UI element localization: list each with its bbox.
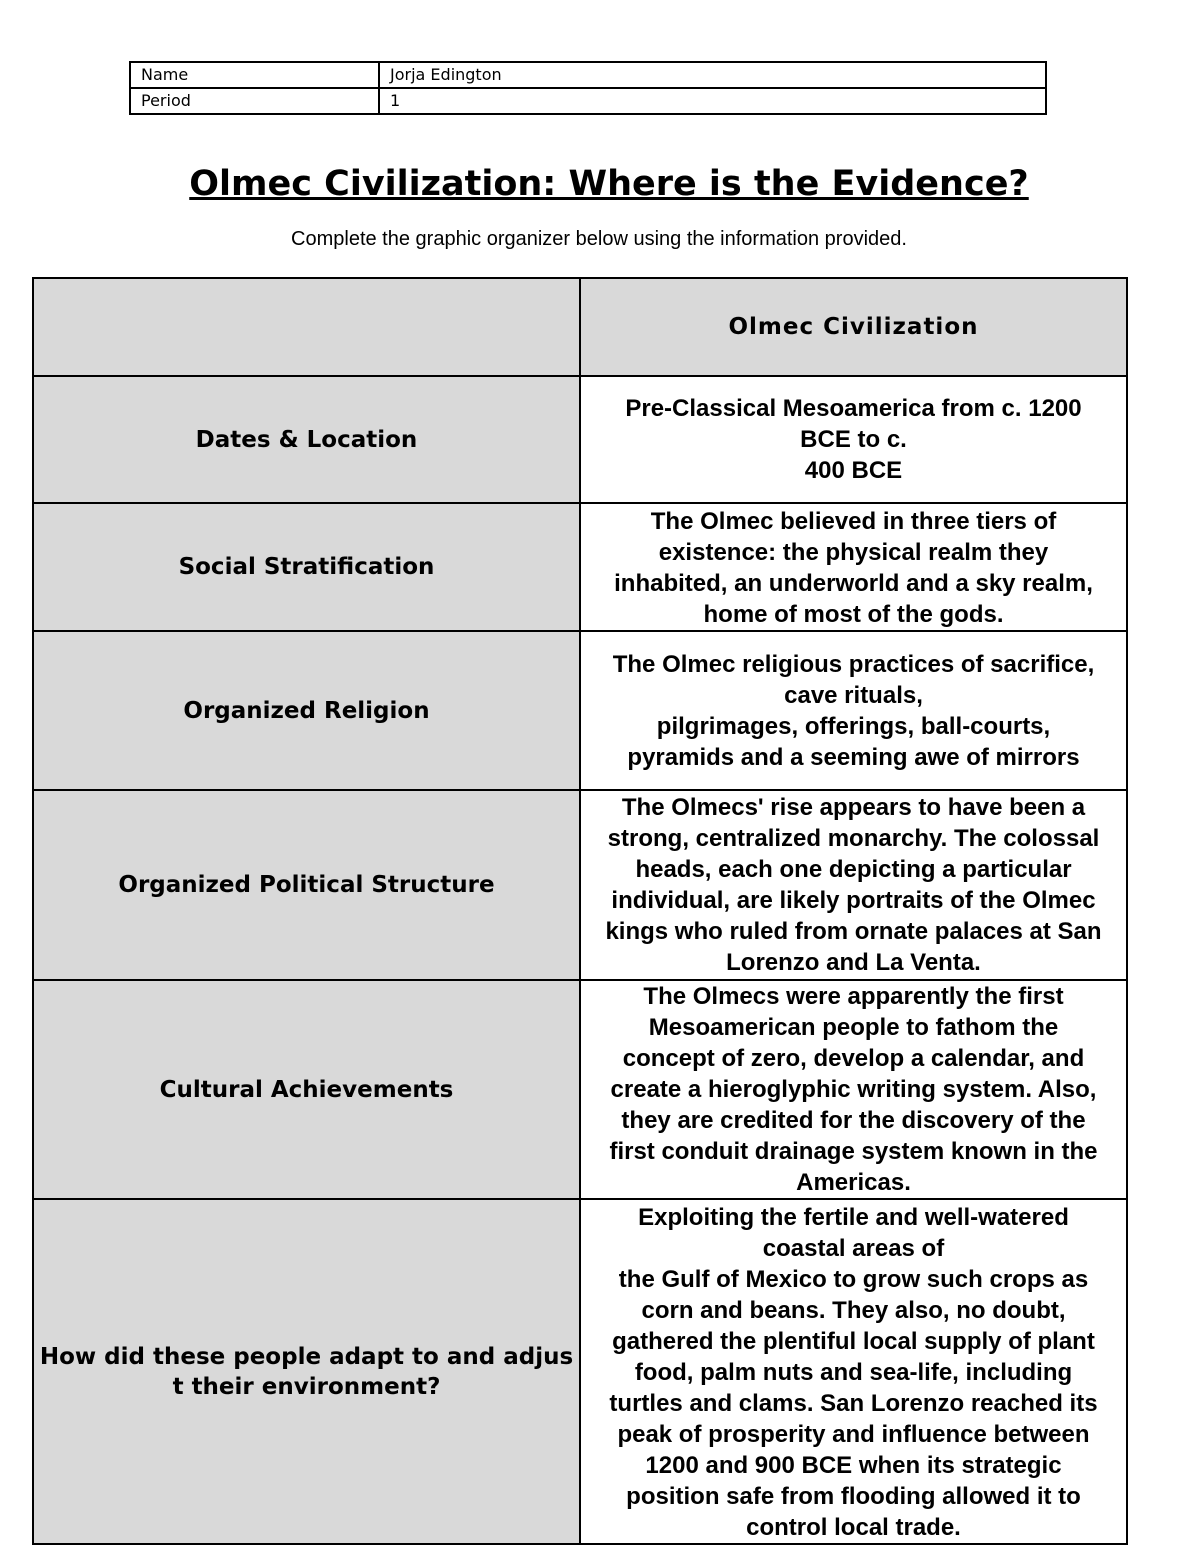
row-content: [580, 631, 1127, 790]
row-header: Social Stratification: [33, 503, 580, 631]
row-header: Organized Political Structure: [33, 790, 580, 980]
content-line: Exploiting the fertile and well-watered coastal areas of: [638, 1204, 1069, 1262]
name-value: Jorja Edington: [379, 62, 1046, 88]
instructions: Complete the graphic organizer below using the information provided.: [291, 228, 907, 250]
content-line: pyramids and a seeming awe of mirrors: [627, 743, 1080, 771]
student-info-table: [129, 61, 1047, 115]
content-line: The Olmec believed in three tiers of existence: the physical realm they inhabited, an underworld and a sky realm, home of most of the gods.: [614, 508, 1093, 628]
organizer-row: [33, 631, 1127, 790]
organizer-row: [33, 503, 1127, 631]
organizer-row: [33, 980, 1127, 1199]
period-label: Period: [130, 88, 379, 114]
organizer-row: [33, 790, 1127, 980]
graphic-organizer-table: [32, 277, 1128, 1545]
row-header: How did these people adapt to and adjust their environment?: [33, 1199, 580, 1544]
content-line: the Gulf of Mexico to grow such crops as corn and beans. They also, no doubt, gathered the plentiful local supply of plant food, palm nuts and sea-life, including turtles and clams. San Lorenzo reached its peak of prosperity and influence between 1200 and 900 BCE when its strategic position safe from flooding allowed it to control local trade.: [609, 1266, 1098, 1541]
period-value: 1: [379, 88, 1046, 114]
row-header: Organized Religion: [33, 631, 580, 790]
content-line: The Olmecs' rise appears to have been a strong, centralized monarchy. The colossal heads, each one depicting a particular individual, are likely portraits of the Olmec kings who ruled from ornate palaces at San Lorenzo and La Venta.: [605, 794, 1102, 976]
organizer-row: [33, 376, 1127, 503]
row-content: [580, 503, 1127, 631]
name-label: Name: [130, 62, 379, 88]
row-content: [580, 1199, 1127, 1544]
row-header: Dates & Location: [33, 376, 580, 503]
content-line: pilgrimages, offerings, ball-courts,: [656, 712, 1051, 740]
corner-cell: [33, 278, 580, 376]
content-line: 400 BCE: [804, 457, 903, 484]
period-row: [130, 88, 1046, 114]
row-content: [580, 980, 1127, 1199]
organizer-header-row: [33, 278, 1127, 376]
content-line: Pre-Classical Mesoamerica from c. 1200 BCE to c.: [625, 395, 1082, 453]
organizer-row: [33, 1199, 1127, 1544]
row-header: Cultural Achievements: [33, 980, 580, 1199]
content-line: The Olmec religious practices of sacrifice, cave rituals,: [612, 650, 1095, 709]
content-line: The Olmecs were apparently the first Mesoamerican people to fathom the concept of zero, develop a calendar, and create a hieroglyphic writing system. Also, they are credited for the discovery of the first conduit drainage system known in the Americas.: [609, 983, 1098, 1196]
row-content: [580, 376, 1127, 503]
page-title: Olmec Civilization: Where is the Evidence?: [189, 164, 1029, 204]
row-content: [580, 790, 1127, 980]
name-row: [130, 62, 1046, 88]
column-header: Olmec Civilization: [580, 278, 1127, 376]
